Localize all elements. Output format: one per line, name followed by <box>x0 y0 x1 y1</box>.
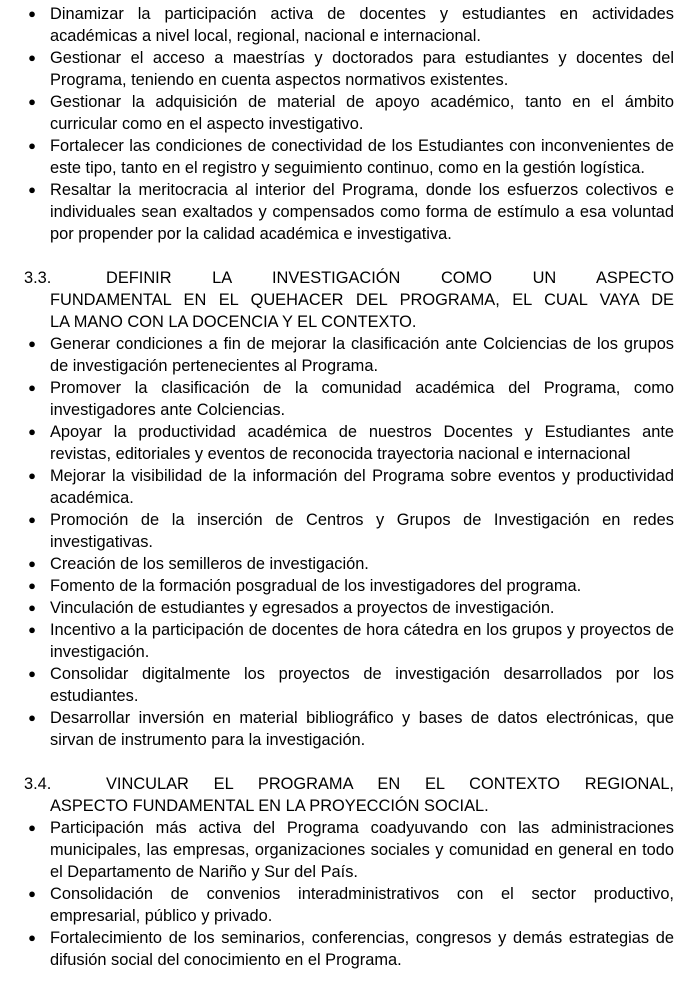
bullet-icon: ● <box>28 886 36 901</box>
intro-bullet-list <box>24 3 674 245</box>
section-heading-line: FUNDAMENTAL EN EL QUEHACER DEL PROGRAMA, EL CUAL VAYA DE <box>50 291 674 309</box>
list-item: ● Mejorar la visibilidad de la información del Programa sobre eventos y productividad académica. <box>24 465 674 509</box>
section-heading-line: ASPECTO FUNDAMENTAL EN LA PROYECCIÓN SOCIAL. <box>50 797 489 815</box>
bullet-icon: ● <box>28 50 36 65</box>
list-item: ● Generar condiciones a fin de mejorar la clasificación ante Colciencias de los grupos de investigación pertenecientes al Programa. <box>24 333 674 377</box>
bullet-icon: ● <box>28 94 36 109</box>
list-item: ● Gestionar la adquisición de material de apoyo académico, tanto en el ámbito curricular como en el aspecto investigativo. <box>24 91 674 135</box>
section-number: 3.3. <box>24 269 52 287</box>
list-item: ● Creación de los semilleros de investigación. <box>24 553 674 575</box>
list-item: ● Promoción de la inserción de Centros y Grupos de Investigación en redes investigativas. <box>24 509 674 553</box>
section-3-3-bullet-list <box>24 333 674 751</box>
bullet-icon: ● <box>28 182 36 197</box>
list-item: ● Consolidación de convenios interadministrativos con el sector productivo, empresarial, público y privado. <box>24 883 674 927</box>
list-item: ● Fortalecer las condiciones de conectividad de los Estudiantes con inconvenientes de este tipo, tanto en el registro y seguimiento continuo, como en la gestión logística. <box>24 135 674 179</box>
list-item: ● Gestionar el acceso a maestrías y doctorados para estudiantes y docentes del Programa, teniendo en cuenta aspectos normativos existentes. <box>24 47 674 91</box>
section-heading-line: VINCULAR EL PROGRAMA EN EL CONTEXTO REGIONAL, <box>106 775 674 793</box>
bullet-icon: ● <box>28 820 36 835</box>
bullet-icon: ● <box>28 336 36 351</box>
bullet-icon: ● <box>28 468 36 483</box>
list-item: ● Participación más activa del Programa coadyuvando con las administraciones municipales, las empresas, organizaciones sociales y comunidad en general en todo el Departamento de Nariño y Sur del País. <box>24 817 674 883</box>
bullet-icon: ● <box>28 512 36 527</box>
section-heading-3-4 <box>24 773 674 817</box>
section-number: 3.4. <box>24 775 52 793</box>
bullet-icon: ● <box>28 710 36 725</box>
list-item: ● Resaltar la meritocracia al interior del Programa, donde los esfuerzos colectivos e individuales sean exaltados y compensados como forma de estímulo a esa voluntad por propender por la calidad académica e investigativa. <box>24 179 674 245</box>
list-item: ● Dinamizar la participación activa de docentes y estudiantes en actividades académicas a nivel local, regional, nacional e internacional. <box>24 3 674 47</box>
bullet-icon: ● <box>28 138 36 153</box>
list-item: ● Promover la clasificación de la comunidad académica del Programa, como investigadores ante Colciencias. <box>24 377 674 421</box>
bullet-icon: ● <box>28 6 36 21</box>
bullet-icon: ● <box>28 622 36 637</box>
bullet-icon: ● <box>28 556 36 571</box>
list-item: ● Consolidar digitalmente los proyectos de investigación desarrollados por los estudiantes. <box>24 663 674 707</box>
list-item: ● Vinculación de estudiantes y egresados a proyectos de investigación. <box>24 597 674 619</box>
bullet-icon: ● <box>28 380 36 395</box>
bullet-icon: ● <box>28 424 36 439</box>
section-heading-3-3 <box>24 267 674 333</box>
list-item: ● Fortalecimiento de los seminarios, conferencias, congresos y demás estrategias de difusión social del conocimiento en el Programa. <box>24 927 674 971</box>
bullet-icon: ● <box>28 930 36 945</box>
list-item: ● Incentivo a la participación de docentes de hora cátedra en los grupos y proyectos de investigación. <box>24 619 674 663</box>
section-heading-line: DEFINIR LA INVESTIGACIÓN COMO UN ASPECTO <box>106 269 674 287</box>
section-heading-line: LA MANO CON LA DOCENCIA Y EL CONTEXTO. <box>50 313 417 331</box>
bullet-icon: ● <box>28 666 36 681</box>
bullet-icon: ● <box>28 600 36 615</box>
list-item: ● Fomento de la formación posgradual de los investigadores del programa. <box>24 575 674 597</box>
bullet-icon: ● <box>28 578 36 593</box>
list-item: ● Desarrollar inversión en material bibliográfico y bases de datos electrónicas, que sirvan de instrumento para la investigación. <box>24 707 674 751</box>
list-item: ● Apoyar la productividad académica de nuestros Docentes y Estudiantes ante revistas, editoriales y eventos de reconocida trayectoria nacional e internacional <box>24 421 674 465</box>
section-3-4-bullet-list <box>24 817 674 971</box>
